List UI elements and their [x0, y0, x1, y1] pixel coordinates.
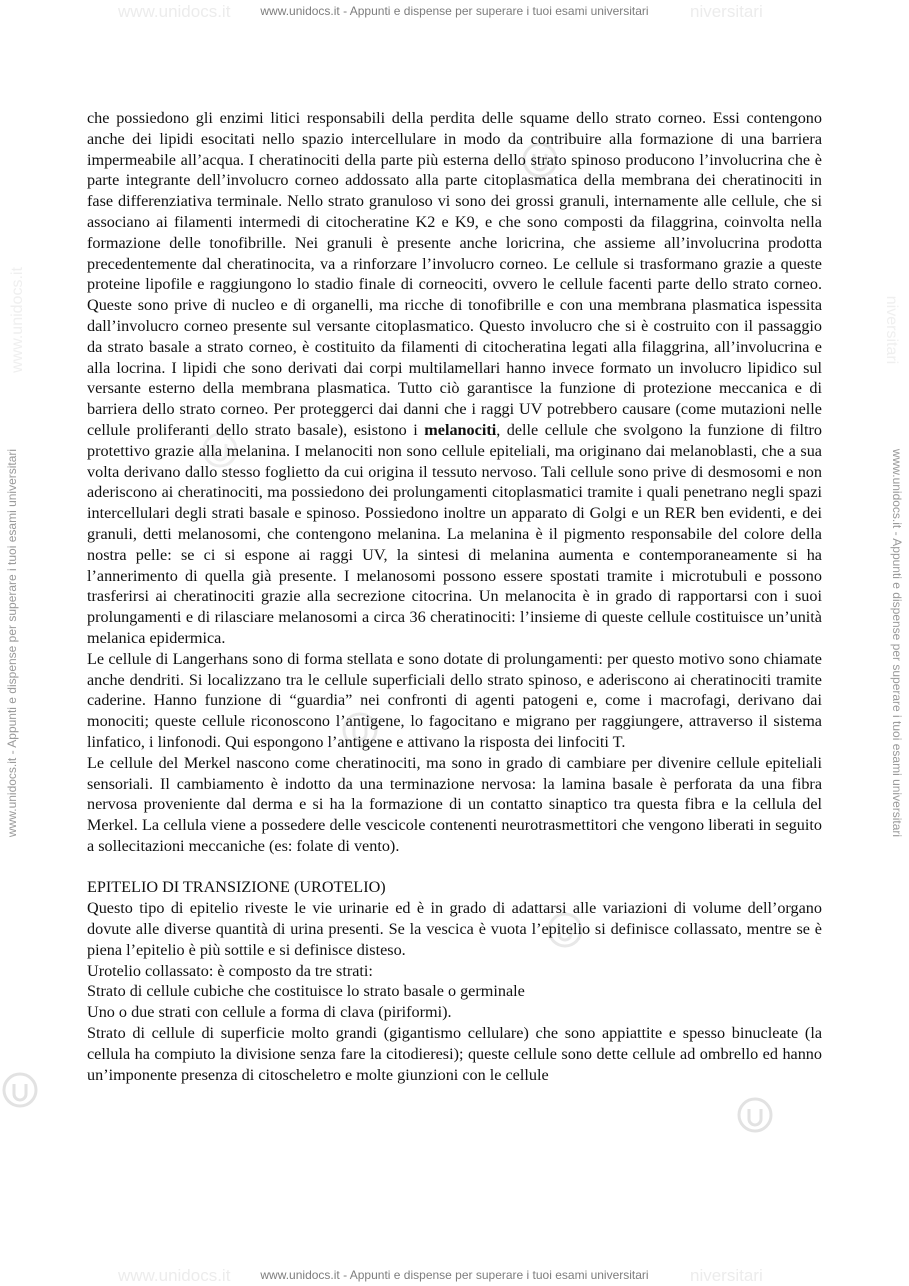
watermark-ghost-header-right: niversitari	[690, 2, 763, 21]
watermark-header: www.unidocs.it - Appunti e dispense per superare i tuoi esami universitari	[260, 4, 649, 18]
paragraph-urotelio-intro: Questo tipo di epitelio riveste le vie urinarie ed è in grado di adattarsi alle variazioni di volume dell’organo dovute alle diverse quantità di urina presenti. Se la vescica è vuota l’epitelio si definisce collassato, mentre se è piena l’epitelio è più sottile e si definisce disteso.	[87, 899, 822, 959]
watermark-logo-icon	[0, 1070, 40, 1110]
list-item-strato-basale: Strato di cellule cubiche che costituisce lo strato basale o germinale	[87, 982, 525, 1001]
watermark-footer: www.unidocs.it - Appunti e dispense per superare i tuoi esami universitari	[260, 1268, 649, 1282]
watermark-right-text: www.unidocs.it - Appunti e dispense per superare i tuoi esami universitari	[890, 448, 904, 838]
watermark-ghost-footer-left: www.unidocs.it	[118, 1266, 231, 1285]
watermark-logo-icon	[735, 1095, 775, 1135]
watermark-ghost-header-left: www.unidocs.it	[118, 2, 231, 21]
document-body	[87, 108, 822, 1085]
watermark-left-text: www.unidocs.it - Appunti e dispense per superare i tuoi esami universitari	[5, 448, 19, 838]
paragraph-merkel: Le cellule del Merkel nascono come cheratinociti, ma sono in grado di cambiare per divenire cellule epiteliali sensoriali. Il cambiamento è indotto da una terminazione nervosa: la lamina basale è perforata da una fibra nervosa proveniente dal derma e si ha la formazione di un contatto sinaptico tra questa fibra e la cellula del Merkel. La cellula viene a possedere delle vescicole contenenti neurotrasmettitori che vengono liberati in seguito a sollecitazioni meccaniche (es: folate di vento).	[87, 753, 822, 855]
paragraph-langerhans: Le cellule di Langerhans sono di forma stellata e sono dotate di prolungamenti: per questo motivo sono chiamate anche dendriti. Si localizzano tra le cellule superficiali dello strato spinoso, e aderiscono ai cheratinociti tramite caderine. Hanno funzione di “guardia” nei confronti di agenti patogeni e, come i macrofagi, derivano dai monociti; queste cellule riconoscono l’antigene, lo fagocitano e migrano per raggiungere, attraverso il sistema linfatico, i linfonodi. Qui espongono l’antigene e attivano la risposta dei linfociti T.	[87, 649, 822, 751]
paragraph-epidermis-cells	[87, 108, 822, 649]
list-item-strato-superficie: Strato di cellule di superficie molto grandi (gigantismo cellulare) che sono appiattite e spesso binucleate (la cellula ha compiuto la divisione senza fare la citodieresi); queste cellule sono dette cellule ad ombrello ed hanno un’imponente presenza di citoscheletro e molte giunzioni con le cellule	[87, 1024, 822, 1084]
list-item-strato-piriforme: Uno o due strati con cellule a forma di clava (piriformi).	[87, 1003, 452, 1022]
section-heading: EPITELIO DI TRANSIZIONE (UROTELIO)	[87, 878, 386, 897]
paragraph-gap	[87, 857, 822, 878]
watermark-left-ghost-text: www.unidocs.it	[9, 267, 26, 373]
paragraph-text: che possiedono gli enzimi litici responsabili della perdita delle squame dello strato corneo. Essi contengono anche dei lipidi esocitati nello spazio intercellulare in modo da contribuire alla formazione di una barriera impermeabile all’acqua. I cheratinociti della parte più esterna dello strato spinoso producono l’involucrina che è parte integrante dell’involucro corneo addossato alla parte citoplasmatica della membrana dei cheratinociti in fase differenziativa terminale. Nello strato granuloso vi sono dei grossi granuli, internamente alle cellule, che si associano ai filamenti intermedi di citocheratine K2 e K9, e che sono composti da filaggrina, coinvolta nella formazione delle tonofibrille. Nei granuli è presente anche loricrina, che assieme all’involucrina prodotta precedentemente dal cheratinocita, va a rinforzare l’involucro corneo. Le cellule si trasformano grazie a queste proteine lipofile e raggiungono lo stadio finale di corneociti, ovvero le cellule facenti parte dello strato corneo. Queste sono prive di nucleo e di organelli, ma ricche di tonofibrille e con una membrana plasmatica ispessita dall’involucro corneo presente sul versante citoplasmatico. Questo involucro che si è costruito con il passaggio da strato basale a strato corneo, è costituito da filamenti di citocheratina legati alla filaggrina, all’involucrina e alla locrina. I lipidi che sono derivati dai corpi multilamellari hanno invece formato un involucro lipidico sul versante esterno della membrana plasmatica. Tutto ciò garantisce la funzione di protezione meccanica e di barriera dello strato corneo. Per proteggerci dai danni che i raggi UV potrebbero causare (come mutazioni nelle cellule proliferanti dello strato basale), esistono i	[87, 109, 822, 439]
bold-term-melanociti: melanociti	[424, 420, 497, 439]
paragraph-urotelio-collassato: Urotelio collassato: è composto da tre strati:	[87, 961, 373, 980]
watermark-ghost-footer-right: niversitari	[690, 1266, 763, 1285]
paragraph-text: , delle cellule che svolgono la funzione di filtro protettivo grazie alla melanina. I melanociti non sono cellule epiteliali, ma originano dai melanoblasti, che a sua volta derivano dallo stesso foglietto da cui origina il tessuto nervoso. Tali cellule sono prive di desmosomi e non aderiscono ai cheratinociti, ma possiedono dei prolungamenti citoplasmatici tramite i quali penetrano negli spazi intercellulari degli strati basale e spinoso. Possiedono inoltre un apparato di Golgi e un RER ben evidenti, e dei granuli, detti melanosomi, che contengono melanina. La melanina è il pigmento responsabile del colore della nostra pelle: se ci si espone ai raggi UV, la sintesi di melanina aumenta e contemporaneamente si ha l’annerimento di quella già presente. I melanosomi possono essere spostati tramite i microtubuli e possono trasferirsi ai cheratinociti grazie alla secrezione citocrina. Un melanocita è in grado di rapportarsi con i suoi prolungamenti e di rilasciare melanosomi a circa 36 cheratinociti: l’insieme di queste cellule costituisce un’unità melanica epidermica.	[87, 420, 823, 647]
watermark-right-ghost-text: niversitari	[883, 295, 900, 365]
